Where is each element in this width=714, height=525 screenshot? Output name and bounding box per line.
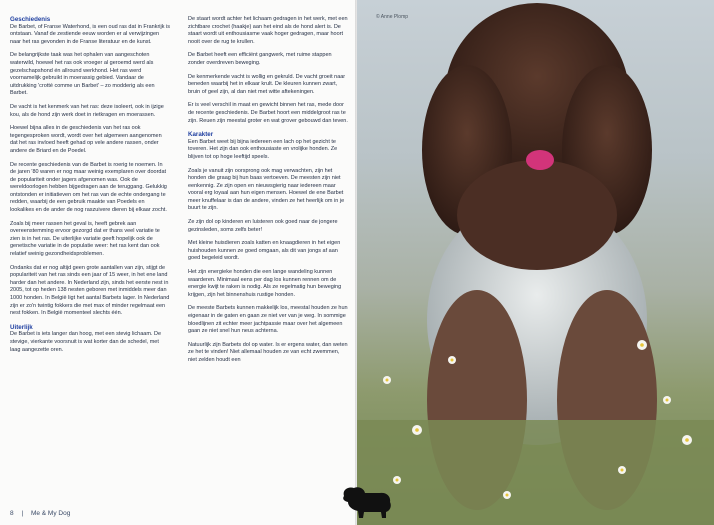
magazine-name: Me & My Dog <box>30 510 71 517</box>
paragraph: Met kleine huisdieren zoals katten en knaagdieren in het eigen huishouden kunnen ze goed omgaan, als dit van jongs af aan goed begeleid wordt. <box>188 240 341 262</box>
photo-credit: © Anne Plomp <box>376 14 409 20</box>
paragraph: De recente geschiedenis van de Barbet is roerig te noemen. In de jaren '80 waren er nog maar weinig exemplaren over doordat de populariteit onder jagers afgenomen was. Ook de wereldoorlogen hebben bijgedragen aan de teruggang. Gelukkig ontstonden er initiatieven om het ras van de echte ondergang te redden, waarbij de een gebruik maakte van Poedels en lookalikes en de ander de nog raszuivere dieren bij elkaar zocht. <box>10 161 167 214</box>
barbet-dog-illustration <box>357 0 714 525</box>
section-heading: Geschiedenis <box>10 16 51 23</box>
paragraph: Ondanks dat er nog altijd geen grote aantallen van zijn, stijgt de populariteit van het ras sinds een jaar of 15 weer, in het ene land harder dan het andere. In Nederland zijn, sinds het eerste nest in 2005, tot op heden 138 nesten geboren met inmiddels meer dan 1000 honden. In België ligt het aantal Barbets lager. In Nederland zijn er zo'n twintig fokkers die met max of minder regelmaat een nest fokken. In België momenteel slechts één. <box>10 264 170 317</box>
text-column-2 <box>188 16 348 371</box>
paragraph: De kenmerkende vacht is wollig en gekruld. De vacht groeit naar beneden waarbij het in elkaar krult. De kleuren kunnen zwart, bruin of geel zijn, al dan niet met witte aftekeningen. <box>188 73 346 95</box>
paragraph: Zoals bij meer rassen het geval is, heeft gebrek aan overeenstemming ervoor gezorgd dat er thans veel variatie te zien is in het ras. De uiterlijke variatie geeft hopelijk ook de genetische variatie in de populatie weer: het ras kent dan ook relatief weinig gezondheidsproblemen. <box>10 220 160 258</box>
paragraph: De meeste Barbets kunnen makkelijk los, meestal houden ze hun eigenaar in de gaten en gaan ze niet ver van je weg. In sommige bloedlijnen zit echter meer jachtpassie maar over het algemeen gaan ze niet snel hun neus achterna. <box>188 305 348 335</box>
paragraph: De Barbet heeft een efficiënt gangwerk, met ruime stappen zonder overdreven beweging. <box>188 52 332 66</box>
paragraph: De Barbet is iets langer dan hoog, met een stevig lichaam. De stevige, vierkante voorsnuit is wat korter dan de schedel, met laag aangezette oren. <box>10 331 162 353</box>
paragraph: De staart wordt achter het lichaam gedragen in het werk, met een zichtbare crochet (haakje) aan het eind als de hond alert is. De staart wordt uit enthousiasme vaak hoger gedragen, maar hoort nooit over de rug te krullen. <box>188 16 348 45</box>
paragraph: De belangrijkste taak was het ophalen van aangeschoten waterwild, hoewel het ras ook vroeger al geroemd werd als gezelschapshond én allround werkhond. Het ras werd voornamelijk gebruikt in moerassig gebied. Vandaar de uitdrukking 'crotté comme un Barbet' – zo modderig als een Barbet. <box>10 52 155 97</box>
paragraph: Een Barbet weet bij bijna iedereen een lach op het gezicht te toveren. Het zijn dan ook enthousiaste en vrolijke honden. Ze blijven tot op hoge leeftijd speels. <box>188 138 338 160</box>
paragraph: De vacht is het kenmerk van het ras: deze isoleert, ook in ijzige kou, als de hond zijn werk doet in rietkragen en moerassen. <box>10 103 164 118</box>
paragraph: Zoals je vanuit zijn oorsprong ook mag verwachten, zijn het honden die graag bij hun baas vertoeven. De meesten zijn niet eenkennig. Ze zijn open en nieuwsgierig naar iedereen maar vooral erg loyaal aan hun eigen mensen. Hoewel de ene Barbet meer knuffelaar is dan de andere, vinden ze het heerlijk om in je buurt te zijn. <box>188 167 345 212</box>
footer-separator: | <box>21 510 24 517</box>
paragraph: Ze zijn dol op kinderen en luisteren ook goed naar de jongere gezinsleden, soms zelfs beter! <box>188 219 338 233</box>
paragraph: Het zijn energieke honden die een lange wandeling kunnen waarderen. Minimaal eens per dag los kunnen rennen om de energie kwijt te raken is nodig. Als ze regelmatig hun beweging krijgen, zijn het binnenshuis rustige honden. <box>188 269 342 298</box>
dog-photo <box>357 0 714 525</box>
paragraph: Natuurlijk zijn Barbets dol op water. Is er ergens water, dan weten ze het te vinden! Niet allemaal houden ze van echt zwemmen, niet zelden houdt een <box>188 341 348 363</box>
paragraph: Er is veel verschil in maat en gewicht binnen het ras, mede door de recente geschiedenis. De Barbet hoort een middelgroot ras te zijn. Reuen zijn meestal groter en wat grover gebouwd dan teven. <box>188 102 348 124</box>
dog-silhouette-icon <box>338 484 394 520</box>
section-heading: Karakter <box>188 131 214 139</box>
page-number: 8 <box>10 510 14 517</box>
paragraph: Hoewel bijna alles in de geschiedenis van het ras ook tegengesproken wordt, wordt over het algemeen aangenomen dat het ras invloed heeft gehad op vele andere rassen, onder andere de Briard en de Poedel. <box>10 125 162 154</box>
text-column-1 <box>10 16 170 360</box>
paragraph: De Barbet, of Franse Waterhond, is een oud ras dat in Frankrijk is ontstaan. Vanaf de zestiende eeuw worden er al verwijzingen naar het ras gevonden in de Franse literatuur en de kunst. <box>10 23 170 45</box>
page-footer <box>10 510 76 517</box>
section-heading: Uiterlijk <box>10 323 33 331</box>
